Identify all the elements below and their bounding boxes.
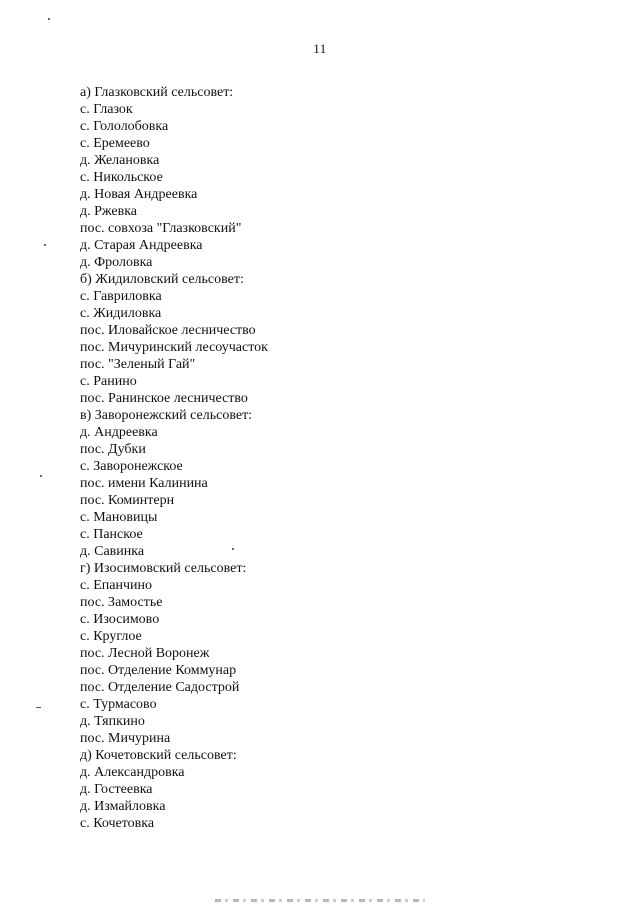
list-item: д) Кочетовский сельсовет: bbox=[80, 748, 237, 763]
list-item: д. Александровка bbox=[80, 765, 185, 780]
list-item: д. Тяпкино bbox=[80, 714, 145, 729]
list-item: д. Измайловка bbox=[80, 799, 166, 814]
list-item: пос. "Зеленый Гай" bbox=[80, 357, 196, 372]
list-item: пос. Коминтерн bbox=[80, 493, 175, 508]
list-item: пос. Ранинское лесничество bbox=[80, 391, 248, 406]
scan-dash bbox=[36, 707, 41, 708]
list-item: д. Гостеевка bbox=[80, 782, 153, 797]
scan-speck bbox=[48, 18, 50, 20]
page-number: 11 bbox=[313, 41, 327, 56]
scan-smudge bbox=[215, 899, 425, 902]
scan-speck bbox=[44, 244, 46, 246]
list-item: с. Никольское bbox=[80, 170, 163, 185]
list-item: пос. Отделение Садострой bbox=[80, 680, 240, 695]
list-item: д. Старая Андреевка bbox=[80, 238, 203, 253]
list-item: с. Круглое bbox=[80, 629, 142, 644]
list-item: пос. Дубки bbox=[80, 442, 146, 457]
list-item: с. Епанчино bbox=[80, 578, 152, 593]
list-item: с. Гавриловка bbox=[80, 289, 162, 304]
list-item: д. Фроловка bbox=[80, 255, 153, 270]
list-item: с. Еремеево bbox=[80, 136, 150, 151]
list-item: пос. Мичуринский лесоучасток bbox=[80, 340, 268, 355]
list-item: с. Панское bbox=[80, 527, 143, 542]
list-item: пос. Лесной Воронеж bbox=[80, 646, 210, 661]
list-item: с. Изосимово bbox=[80, 612, 160, 627]
list-item: с. Жидиловка bbox=[80, 306, 162, 321]
list-item: в) Заворонежский сельсовет: bbox=[80, 408, 253, 423]
list-item: с. Кочетовка bbox=[80, 816, 155, 831]
list-item: пос. Иловайское лесничество bbox=[80, 323, 256, 338]
list-item: с. Мановицы bbox=[80, 510, 158, 525]
list-item: с. Гололобовка bbox=[80, 119, 169, 134]
scan-speck bbox=[40, 475, 42, 477]
settlement-list bbox=[80, 84, 268, 832]
list-item: д. Ржевка bbox=[80, 204, 138, 219]
list-item: д. Савинка bbox=[80, 544, 145, 559]
scan-speck bbox=[232, 548, 234, 550]
list-item: пос. имени Калинина bbox=[80, 476, 208, 491]
list-item: б) Жидиловский сельсовет: bbox=[80, 272, 244, 287]
list-item: пос. Замостье bbox=[80, 595, 163, 610]
list-item: д. Новая Андреевка bbox=[80, 187, 198, 202]
list-item: пос. Мичурина bbox=[80, 731, 171, 746]
list-item: с. Заворонежское bbox=[80, 459, 183, 474]
list-item: г) Изосимовский сельсовет: bbox=[80, 561, 247, 576]
list-item: пос. совхоза "Глазковский" bbox=[80, 221, 242, 236]
list-item: пос. Отделение Коммунар bbox=[80, 663, 237, 678]
list-item: д. Желановка bbox=[80, 153, 160, 168]
list-item: с. Турмасово bbox=[80, 697, 157, 712]
list-item: д. Андреевка bbox=[80, 425, 158, 440]
list-item: с. Глазок bbox=[80, 102, 133, 117]
list-item: с. Ранино bbox=[80, 374, 137, 389]
list-item: а) Глазковский сельсовет: bbox=[80, 85, 234, 100]
